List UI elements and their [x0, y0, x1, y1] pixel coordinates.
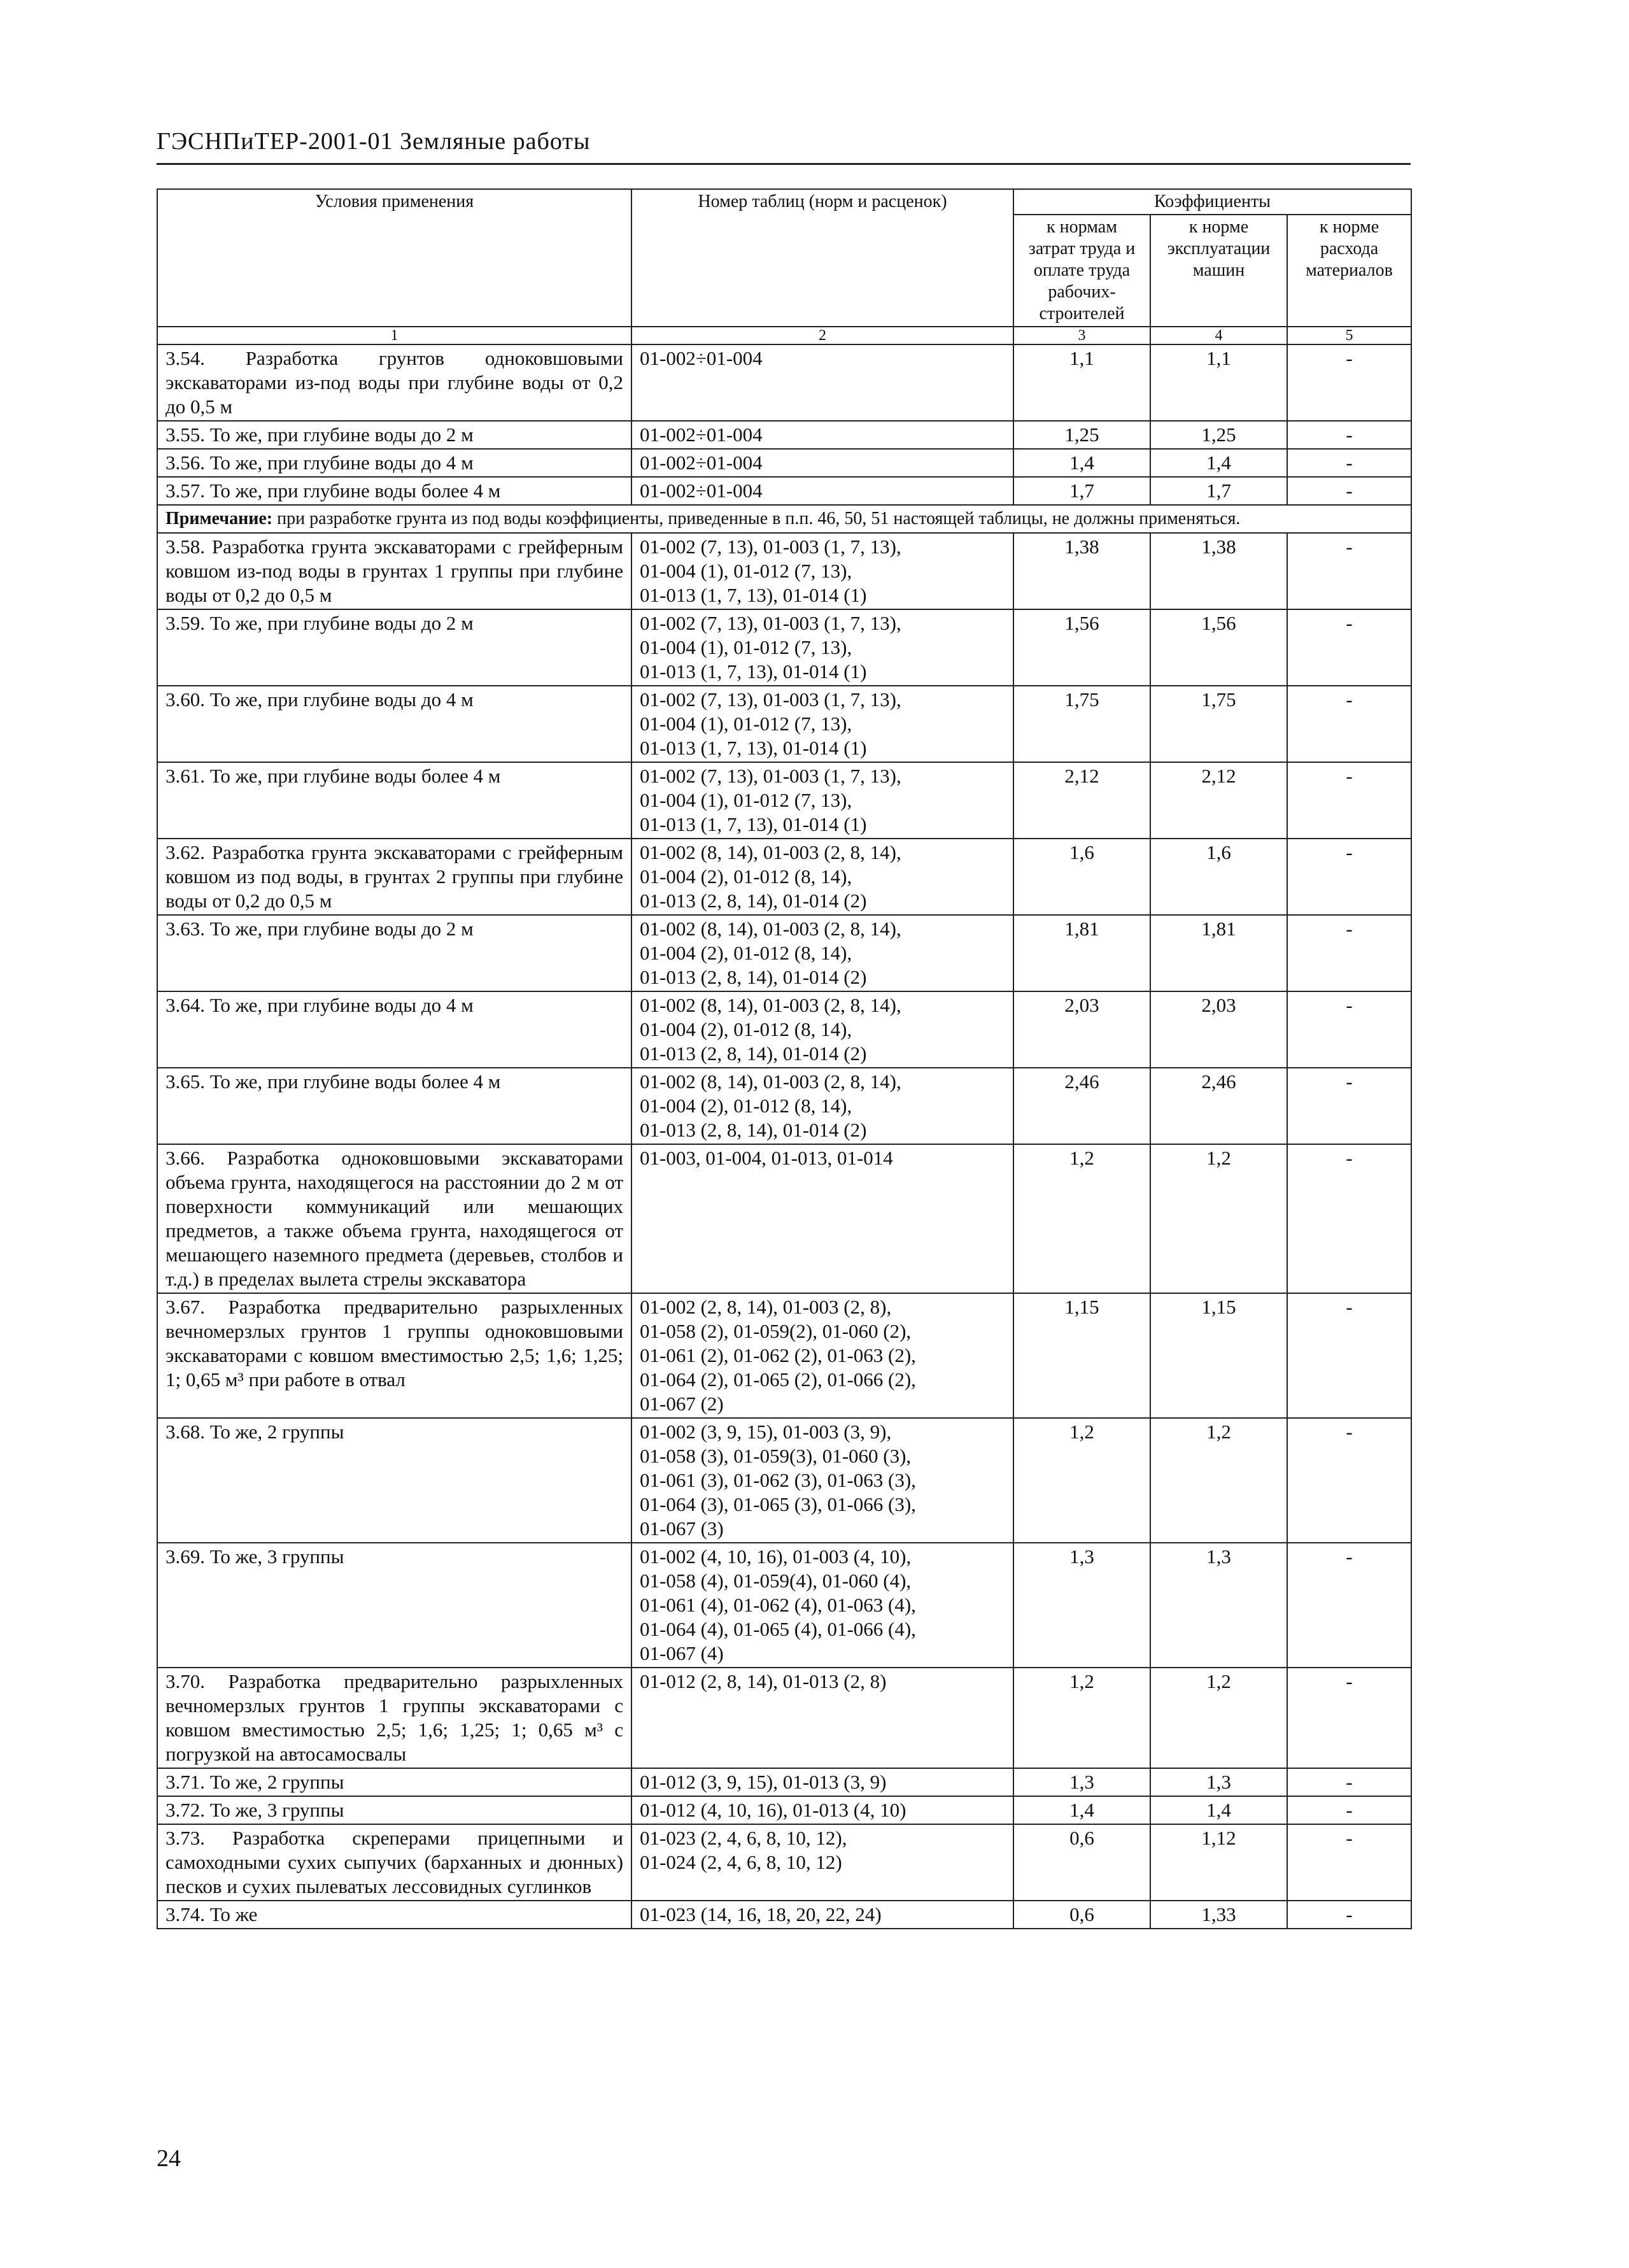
running-header: ГЭСНПиТЕР-2001-01 Земляные работы	[157, 128, 591, 155]
cell-c1: 3.57. То же, при глубине воды более 4 м	[157, 477, 631, 505]
cell-c4: 1,75	[1150, 686, 1287, 762]
col-number: 1	[157, 327, 631, 344]
cell-c1: 3.60. То же, при глубине воды до 4 м	[157, 686, 631, 762]
cell-c5: -	[1287, 1144, 1411, 1293]
cell-c2: 01-002 (8, 14), 01-003 (2, 8, 14), 01-004 (2), 01-012 (8, 14), 01-013 (2, 8, 14), 01-014 (2)	[631, 991, 1013, 1068]
cell-c3: 2,12	[1013, 762, 1150, 839]
cell-c5: -	[1287, 449, 1411, 477]
table-row	[157, 839, 1411, 915]
cell-c3: 1,2	[1013, 1418, 1150, 1543]
page-number: 24	[157, 2145, 181, 2172]
cell-c4: 1,6	[1150, 839, 1287, 915]
cell-c5: -	[1287, 1543, 1411, 1668]
cell-c5: -	[1287, 533, 1411, 609]
table-row	[157, 421, 1411, 449]
cell-c1: 3.67. Разработка предварительно разрыхленных вечномерзлых грунтов 1 группы одноковшовыми экскаваторами с ковшом вместимостью 2,5; 1,6; 1,25; 1; 0,65 м³ при работе в отвал	[157, 1293, 631, 1418]
cell-c2: 01-002÷01-004	[631, 421, 1013, 449]
table-row	[157, 915, 1411, 991]
cell-c3: 1,2	[1013, 1144, 1150, 1293]
cell-c3: 1,1	[1013, 344, 1150, 421]
header-col4: к норме эксплуатации машин	[1150, 215, 1287, 327]
header-coef-group: Коэффициенты	[1013, 189, 1411, 215]
table-row	[157, 1068, 1411, 1144]
cell-c1: 3.64. То же, при глубине воды до 4 м	[157, 991, 631, 1068]
cell-c2: 01-002 (8, 14), 01-003 (2, 8, 14), 01-004 (2), 01-012 (8, 14), 01-013 (2, 8, 14), 01-014 (2)	[631, 915, 1013, 991]
cell-c2: 01-002 (7, 13), 01-003 (1, 7, 13), 01-004 (1), 01-012 (7, 13), 01-013 (1, 7, 13), 01-014 (1)	[631, 686, 1013, 762]
column-number-row	[157, 327, 1411, 344]
table-row	[157, 1293, 1411, 1418]
cell-c5: -	[1287, 609, 1411, 686]
cell-c1: 3.59. То же, при глубине воды до 2 м	[157, 609, 631, 686]
table-row	[157, 1543, 1411, 1668]
cell-c1: 3.66. Разработка одноковшовыми экскаваторами объема грунта, находящегося на расстоянии до 2 м от поверхности коммуникаций или мешающих предметов, а также объема грунта, находящегося от мешающего наземного предмета (деревьев, столбов и т.д.) в пределах вылета стрелы экскаватора	[157, 1144, 631, 1293]
note-label: Примечание:	[166, 509, 273, 528]
cell-c5: -	[1287, 1796, 1411, 1824]
table-row	[157, 533, 1411, 609]
col-number: 2	[631, 327, 1013, 344]
cell-c1: 3.74. То же	[157, 1901, 631, 1929]
cell-c3: 1,81	[1013, 915, 1150, 991]
cell-c3: 1,56	[1013, 609, 1150, 686]
note-cell	[157, 505, 1411, 533]
cell-c3: 1,7	[1013, 477, 1150, 505]
cell-c1: 3.62. Разработка грунта экскаваторами с грейферным ковшом из под воды, в грунтах 2 группы при глубине воды от 0,2 до 0,5 м	[157, 839, 631, 915]
cell-c3: 1,3	[1013, 1768, 1150, 1796]
note-section	[157, 505, 1411, 533]
cell-c4: 1,3	[1150, 1543, 1287, 1668]
table-row	[157, 762, 1411, 839]
table-row	[157, 1901, 1411, 1929]
header-row	[157, 189, 1411, 215]
cell-c1: 3.72. То же, 3 группы	[157, 1796, 631, 1824]
cell-c2: 01-002 (7, 13), 01-003 (1, 7, 13), 01-004 (1), 01-012 (7, 13), 01-013 (1, 7, 13), 01-014 (1)	[631, 609, 1013, 686]
cell-c2: 01-012 (3, 9, 15), 01-013 (3, 9)	[631, 1768, 1013, 1796]
cell-c5: -	[1287, 1418, 1411, 1543]
cell-c2: 01-023 (2, 4, 6, 8, 10, 12), 01-024 (2, 4, 6, 8, 10, 12)	[631, 1824, 1013, 1901]
cell-c4: 1,33	[1150, 1901, 1287, 1929]
cell-c5: -	[1287, 1824, 1411, 1901]
cell-c5: -	[1287, 686, 1411, 762]
cell-c1: 3.70. Разработка предварительно разрыхленных вечномерзлых грунтов 1 группы экскаваторами с ковшом вместимостью 2,5; 1,6; 1,25; 1; 0,65 м³ с погрузкой на автосамосвалы	[157, 1668, 631, 1768]
cell-c2: 01-002÷01-004	[631, 449, 1013, 477]
cell-c4: 1,3	[1150, 1768, 1287, 1796]
table-row	[157, 1768, 1411, 1796]
cell-c3: 1,75	[1013, 686, 1150, 762]
cell-c3: 1,3	[1013, 1543, 1150, 1668]
cell-c4: 1,2	[1150, 1418, 1287, 1543]
table-row	[157, 1418, 1411, 1543]
cell-c1: 3.68. То же, 2 группы	[157, 1418, 631, 1543]
table-row	[157, 1824, 1411, 1901]
cell-c2: 01-002 (3, 9, 15), 01-003 (3, 9), 01-058 (3), 01-059(3), 01-060 (3), 01-061 (3), 01-062 (3), 01-063 (3), 01-064 (3), 01-065 (3), 01-066 (3), 01-067 (3)	[631, 1418, 1013, 1543]
col-number: 5	[1287, 327, 1411, 344]
cell-c5: -	[1287, 1901, 1411, 1929]
cell-c4: 2,46	[1150, 1068, 1287, 1144]
cell-c2: 01-002 (4, 10, 16), 01-003 (4, 10), 01-058 (4), 01-059(4), 01-060 (4), 01-061 (4), 01-062 (4), 01-063 (4), 01-064 (4), 01-065 (4), 01-066 (4), 01-067 (4)	[631, 1543, 1013, 1668]
cell-c4: 1,38	[1150, 533, 1287, 609]
cell-c4: 1,1	[1150, 344, 1287, 421]
cell-c1: 3.65. То же, при глубине воды более 4 м	[157, 1068, 631, 1144]
cell-c2: 01-002 (8, 14), 01-003 (2, 8, 14), 01-004 (2), 01-012 (8, 14), 01-013 (2, 8, 14), 01-014 (2)	[631, 1068, 1013, 1144]
table-row	[157, 991, 1411, 1068]
cell-c2: 01-002 (2, 8, 14), 01-003 (2, 8), 01-058 (2), 01-059(2), 01-060 (2), 01-061 (2), 01-062 (2), 01-063 (2), 01-064 (2), 01-065 (2), 01-066 (2), 01-067 (2)	[631, 1293, 1013, 1418]
cell-c4: 2,03	[1150, 991, 1287, 1068]
cell-c4: 1,12	[1150, 1824, 1287, 1901]
cell-c1: 3.71. То же, 2 группы	[157, 1768, 631, 1796]
cell-c1: 3.56. То же, при глубине воды до 4 м	[157, 449, 631, 477]
cell-c2: 01-023 (14, 16, 18, 20, 22, 24)	[631, 1901, 1013, 1929]
table-row	[157, 1144, 1411, 1293]
table-body-second	[157, 533, 1411, 1929]
table-body-first	[157, 344, 1411, 505]
cell-c5: -	[1287, 762, 1411, 839]
header-col2: Номер таблиц (норм и расценок)	[631, 189, 1013, 327]
table-row	[157, 344, 1411, 421]
note-row	[157, 505, 1411, 533]
cell-c3: 2,03	[1013, 991, 1150, 1068]
cell-c4: 2,12	[1150, 762, 1287, 839]
cell-c3: 1,15	[1013, 1293, 1150, 1418]
cell-c4: 1,25	[1150, 421, 1287, 449]
cell-c5: -	[1287, 991, 1411, 1068]
cell-c2: 01-012 (4, 10, 16), 01-013 (4, 10)	[631, 1796, 1013, 1824]
cell-c4: 1,81	[1150, 915, 1287, 991]
cell-c1: 3.54. Разработка грунтов одноковшовыми экскаваторами из-под воды при глубине воды от 0,2 до 0,5 м	[157, 344, 631, 421]
cell-c4: 1,15	[1150, 1293, 1287, 1418]
cell-c4: 1,4	[1150, 449, 1287, 477]
cell-c1: 3.69. То же, 3 группы	[157, 1543, 631, 1668]
cell-c4: 1,2	[1150, 1144, 1287, 1293]
cell-c2: 01-002 (8, 14), 01-003 (2, 8, 14), 01-004 (2), 01-012 (8, 14), 01-013 (2, 8, 14), 01-014 (2)	[631, 839, 1013, 915]
cell-c5: -	[1287, 839, 1411, 915]
cell-c2: 01-002÷01-004	[631, 344, 1013, 421]
cell-c4: 1,56	[1150, 609, 1287, 686]
cell-c5: -	[1287, 421, 1411, 449]
cell-c5: -	[1287, 344, 1411, 421]
table-row	[157, 1668, 1411, 1768]
col-number: 4	[1150, 327, 1287, 344]
cell-c5: -	[1287, 1668, 1411, 1768]
cell-c5: -	[1287, 1293, 1411, 1418]
cell-c5: -	[1287, 1068, 1411, 1144]
cell-c3: 1,38	[1013, 533, 1150, 609]
cell-c4: 1,4	[1150, 1796, 1287, 1824]
cell-c3: 1,25	[1013, 421, 1150, 449]
cell-c3: 0,6	[1013, 1901, 1150, 1929]
header-col3: к нормам затрат труда и оплате труда рабочих-строителей	[1013, 215, 1150, 327]
cell-c1: 3.58. Разработка грунта экскаваторами с грейферным ковшом из-под воды в грунтах 1 группы при глубине воды от 0,2 до 0,5 м	[157, 533, 631, 609]
table-row	[157, 477, 1411, 505]
col-number: 3	[1013, 327, 1150, 344]
cell-c5: -	[1287, 1768, 1411, 1796]
cell-c3: 1,4	[1013, 449, 1150, 477]
cell-c2: 01-002 (7, 13), 01-003 (1, 7, 13), 01-004 (1), 01-012 (7, 13), 01-013 (1, 7, 13), 01-014 (1)	[631, 533, 1013, 609]
table-row	[157, 686, 1411, 762]
cell-c3: 1,2	[1013, 1668, 1150, 1768]
cell-c1: 3.73. Разработка скреперами прицепными и самоходными сухих сыпучих (барханных и дюнных) песков и сухих пылеватых лессовидных суглинков	[157, 1824, 631, 1901]
header-col5: к норме расхода материалов	[1287, 215, 1411, 327]
cell-c1: 3.63. То же, при глубине воды до 2 м	[157, 915, 631, 991]
table-row	[157, 609, 1411, 686]
cell-c3: 2,46	[1013, 1068, 1150, 1144]
cell-c4: 1,7	[1150, 477, 1287, 505]
cell-c2: 01-012 (2, 8, 14), 01-013 (2, 8)	[631, 1668, 1013, 1768]
cell-c2: 01-002÷01-004	[631, 477, 1013, 505]
cell-c1: 3.61. То же, при глубине воды более 4 м	[157, 762, 631, 839]
header-col1: Условия применения	[157, 189, 631, 327]
cell-c3: 0,6	[1013, 1824, 1150, 1901]
cell-c3: 1,4	[1013, 1796, 1150, 1824]
cell-c4: 1,2	[1150, 1668, 1287, 1768]
cell-c3: 1,6	[1013, 839, 1150, 915]
coefficients-table	[157, 188, 1412, 1929]
note-text: при разработке грунта из под воды коэффициенты, приведенные в п.п. 46, 50, 51 настоящей таблицы, не должны применяться.	[277, 509, 1241, 528]
table-row	[157, 1796, 1411, 1824]
cell-c1: 3.55. То же, при глубине воды до 2 м	[157, 421, 631, 449]
header-rule	[157, 163, 1411, 165]
cell-c2: 01-002 (7, 13), 01-003 (1, 7, 13), 01-004 (1), 01-012 (7, 13), 01-013 (1, 7, 13), 01-014 (1)	[631, 762, 1013, 839]
cell-c2: 01-003, 01-004, 01-013, 01-014	[631, 1144, 1013, 1293]
cell-c5: -	[1287, 915, 1411, 991]
table-row	[157, 449, 1411, 477]
cell-c5: -	[1287, 477, 1411, 505]
